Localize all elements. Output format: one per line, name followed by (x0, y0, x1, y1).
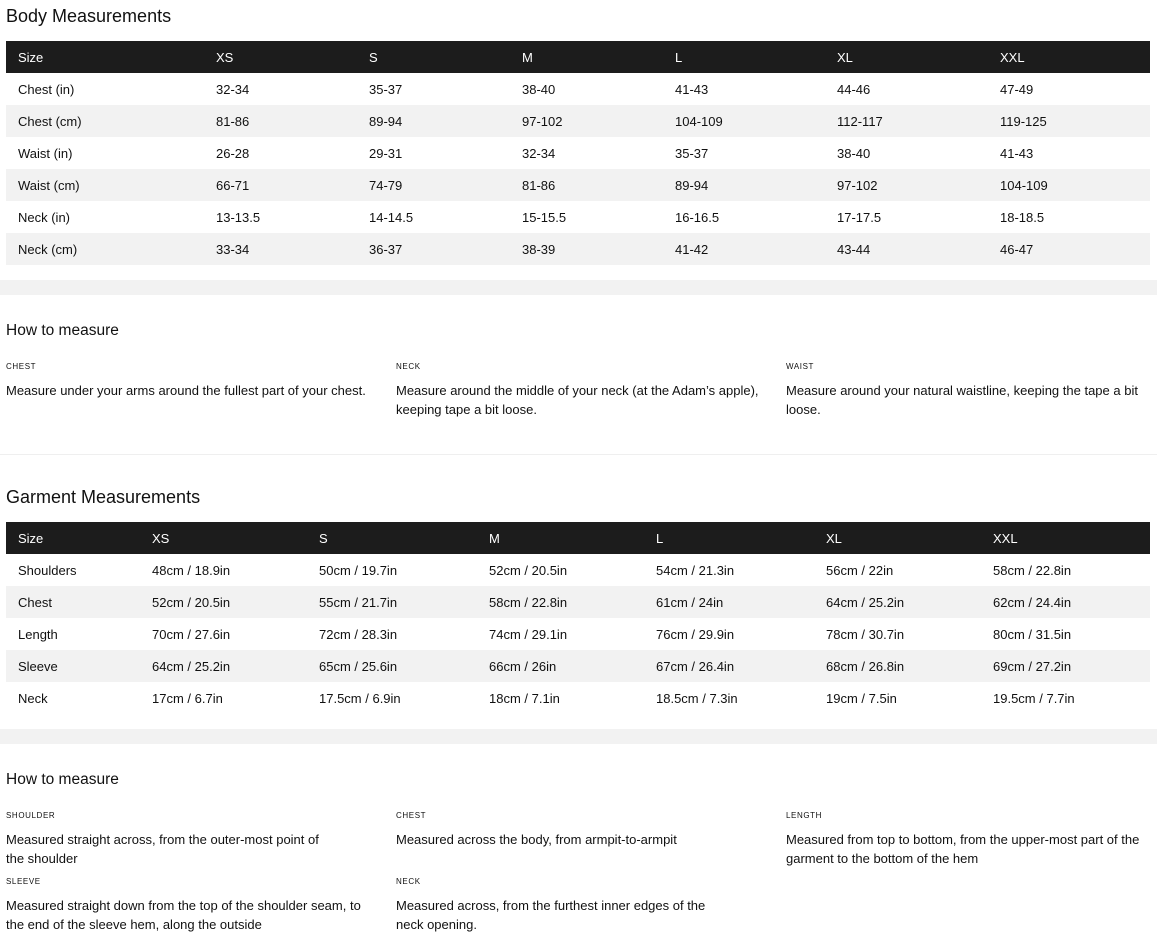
table-cell: 52cm / 20.5in (489, 562, 568, 578)
table-cell: 13-13.5 (216, 209, 261, 225)
table-row (6, 201, 1150, 233)
column-header-s: S (369, 49, 378, 65)
table-cell: 81-86 (522, 177, 556, 193)
table-cell: 80cm / 31.5in (993, 626, 1072, 642)
measure-tip-length (786, 811, 1157, 868)
column-header-m: M (522, 49, 533, 65)
row-label: Waist (cm) (18, 177, 80, 193)
table-cell: 70cm / 27.6in (152, 626, 231, 642)
column-header-l: L (675, 49, 683, 65)
table-cell: 38-40 (522, 81, 556, 97)
table-cell: 41-42 (675, 241, 709, 257)
table-cell: 50cm / 19.7in (319, 562, 398, 578)
table-cell: 44-46 (837, 81, 871, 97)
table-cell: 41-43 (1000, 145, 1034, 161)
measure-tip-text: Measure around the middle of your neck (at the Adam’s apple), keeping tape a bit loose. (396, 383, 759, 417)
column-header-xxl: XXL (1000, 49, 1025, 65)
table-cell: 78cm / 30.7in (826, 626, 905, 642)
measure-tip-neck (396, 362, 768, 419)
measure-tip-label: CHEST (396, 811, 427, 820)
table-header-row (6, 522, 1150, 554)
table-cell: 17cm / 6.7in (152, 690, 223, 706)
table-row (6, 169, 1150, 201)
measure-tip-label: SLEEVE (6, 877, 41, 886)
column-header-m: M (489, 530, 500, 546)
table-cell: 19cm / 7.5in (826, 690, 897, 706)
table-row (6, 233, 1150, 265)
measure-tip-text: Measured from top to bottom, from the upper-most part of the garment to the bottom of the hem (786, 832, 1140, 866)
table-cell: 74-79 (369, 177, 403, 193)
row-label: Neck (cm) (18, 241, 78, 257)
row-label: Chest (cm) (18, 113, 82, 129)
column-header-size: Size (18, 530, 44, 546)
table-row (6, 618, 1150, 650)
column-header-xxl: XXL (993, 530, 1018, 546)
column-header-s: S (319, 530, 328, 546)
measure-tip-label: NECK (396, 362, 421, 371)
table-cell: 29-31 (369, 145, 403, 161)
measure-tip-waist (786, 362, 1157, 419)
measure-tip-text: Measured straight down from the top of the shoulder seam, to the end of the sleeve hem, along the outside (6, 898, 361, 932)
table-cell: 36-37 (369, 241, 403, 257)
table-cell: 41-43 (675, 81, 709, 97)
table-cell: 35-37 (675, 145, 709, 161)
table-cell: 52cm / 20.5in (152, 594, 231, 610)
table-cell: 54cm / 21.3in (656, 562, 735, 578)
section-separator-band (0, 280, 1157, 295)
measure-tip-shoulder (6, 811, 378, 868)
table-cell: 47-49 (1000, 81, 1034, 97)
table-cell: 14-14.5 (369, 209, 414, 225)
table-cell: 15-15.5 (522, 209, 567, 225)
table-header-row (6, 41, 1150, 73)
table-cell: 66-71 (216, 177, 250, 193)
column-header-l: L (656, 530, 664, 546)
table-cell: 18.5cm / 7.3in (656, 690, 738, 706)
table-cell: 112-117 (837, 113, 883, 129)
measure-tip-label: CHEST (6, 362, 37, 371)
table-cell: 18cm / 7.1in (489, 690, 560, 706)
table-row (6, 73, 1150, 105)
column-header-xs: XS (152, 530, 170, 546)
table-cell: 17-17.5 (837, 209, 882, 225)
table-cell: 64cm / 25.2in (152, 658, 231, 674)
row-label: Shoulders (18, 562, 77, 578)
measure-tip-chest (6, 362, 378, 400)
table-cell: 76cm / 29.9in (656, 626, 735, 642)
measure-tip-sleeve (6, 877, 378, 934)
table-cell: 66cm / 26in (489, 658, 557, 674)
table-cell: 89-94 (369, 113, 403, 129)
section-divider (0, 454, 1157, 455)
row-label: Length (18, 626, 58, 642)
table-cell: 18-18.5 (1000, 209, 1045, 225)
table-cell: 65cm / 25.6in (319, 658, 398, 674)
table-cell: 97-102 (837, 177, 878, 193)
table-cell: 58cm / 22.8in (489, 594, 568, 610)
table-cell: 67cm / 26.4in (656, 658, 735, 674)
measure-tip-text: Measured straight across, from the outer-most point of the shoulder (6, 832, 319, 866)
table-cell: 104-109 (675, 113, 723, 129)
table-cell: 81-86 (216, 113, 250, 129)
table-row (6, 682, 1150, 714)
table-cell: 72cm / 28.3in (319, 626, 398, 642)
table-cell: 35-37 (369, 81, 403, 97)
table-cell: 17.5cm / 6.9in (319, 690, 401, 706)
measure-tip-label: SHOULDER (6, 811, 56, 820)
column-header-xs: XS (216, 49, 234, 65)
table-cell: 119-125 (1000, 113, 1047, 129)
table-cell: 46-47 (1000, 241, 1034, 257)
row-label: Waist (in) (18, 145, 73, 161)
column-header-xl: XL (826, 530, 842, 546)
measure-tip-text: Measured across the body, from armpit-to-armpit (396, 832, 677, 847)
table-cell: 16-16.5 (675, 209, 720, 225)
measure-tip-label: NECK (396, 877, 421, 886)
table-cell: 58cm / 22.8in (993, 562, 1072, 578)
body-measurements-table (6, 41, 1150, 265)
measure-tip-text: Measure under your arms around the fullest part of your chest. (6, 383, 366, 398)
table-cell: 89-94 (675, 177, 709, 193)
row-label: Neck (18, 690, 48, 706)
table-cell: 74cm / 29.1in (489, 626, 568, 642)
table-cell: 61cm / 24in (656, 594, 724, 610)
measure-tip-text: Measured across, from the furthest inner edges of the neck opening. (396, 898, 706, 932)
table-row (6, 137, 1150, 169)
row-label: Chest (18, 594, 52, 610)
table-cell: 38-39 (522, 241, 556, 257)
table-cell: 19.5cm / 7.7in (993, 690, 1075, 706)
garment-measurements-title: Garment Measurements (6, 487, 201, 507)
table-cell: 64cm / 25.2in (826, 594, 905, 610)
table-row (6, 105, 1150, 137)
table-cell: 32-34 (522, 145, 556, 161)
measure-tip-label: LENGTH (786, 811, 823, 820)
table-cell: 32-34 (216, 81, 250, 97)
body-how-to-measure-title: How to measure (6, 322, 119, 339)
table-cell: 48cm / 18.9in (152, 562, 231, 578)
table-row (6, 586, 1150, 618)
garment-measurements-table (6, 522, 1150, 714)
measure-tip-label: WAIST (786, 362, 815, 371)
measure-tip-chest (396, 811, 768, 849)
table-cell: 55cm / 21.7in (319, 594, 398, 610)
garment-how-to-measure-title: How to measure (6, 771, 119, 788)
table-cell: 26-28 (216, 145, 250, 161)
table-cell: 38-40 (837, 145, 871, 161)
table-cell: 97-102 (522, 113, 563, 129)
body-measurements-title: Body Measurements (6, 6, 172, 26)
table-cell: 33-34 (216, 241, 250, 257)
column-header-size: Size (18, 49, 44, 65)
table-row (6, 650, 1150, 682)
table-cell: 62cm / 24.4in (993, 594, 1072, 610)
measure-tip-text: Measure around your natural waistline, keeping the tape a bit loose. (786, 383, 1138, 417)
column-header-xl: XL (837, 49, 853, 65)
table-cell: 104-109 (1000, 177, 1048, 193)
table-row (6, 554, 1150, 586)
row-label: Neck (in) (18, 209, 71, 225)
row-label: Sleeve (18, 658, 58, 674)
measure-tip-neck (396, 877, 768, 934)
row-label: Chest (in) (18, 81, 75, 97)
table-cell: 69cm / 27.2in (993, 658, 1072, 674)
table-cell: 56cm / 22in (826, 562, 894, 578)
section-separator-band (0, 729, 1157, 744)
table-cell: 43-44 (837, 241, 871, 257)
table-cell: 68cm / 26.8in (826, 658, 905, 674)
